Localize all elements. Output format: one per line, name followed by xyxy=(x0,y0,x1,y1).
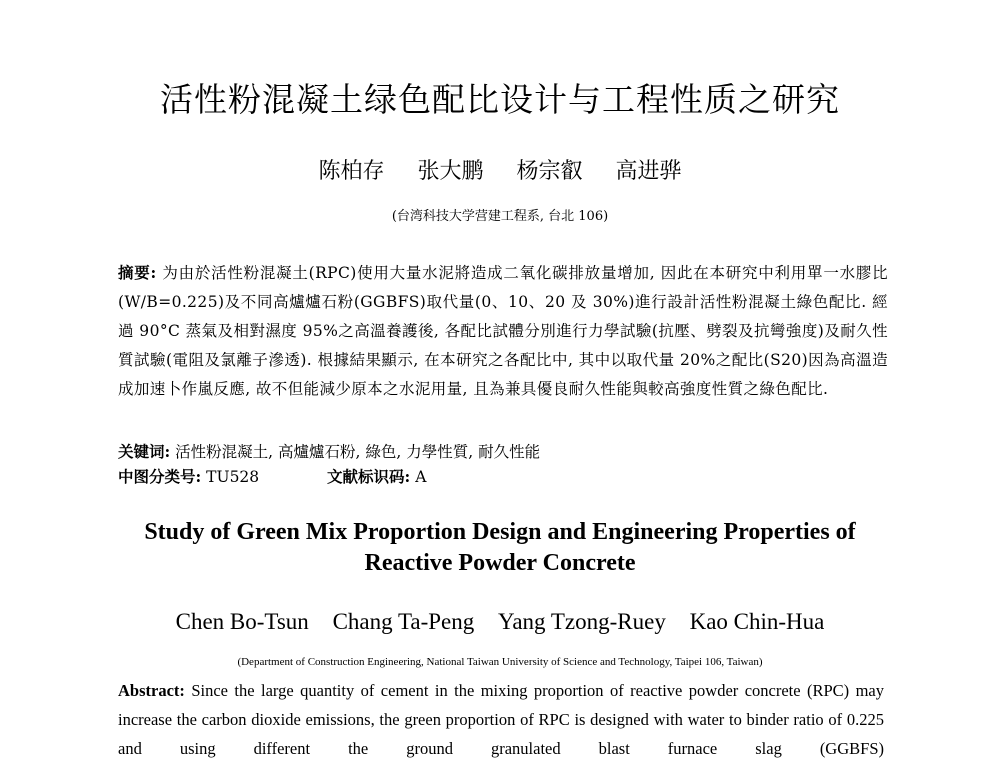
abstract-en-label: Abstract: xyxy=(118,681,185,700)
english-title xyxy=(60,517,940,579)
author-en: Chang Ta-Peng xyxy=(332,609,475,634)
abstract-cn-label: 摘要: xyxy=(118,263,157,282)
english-affiliation: (Department of Construction Engineering, National Taiwan University of Science and Technology, Taipei 106, Taiwan) xyxy=(237,656,763,668)
author-cn: 张大鹏 xyxy=(417,159,484,184)
chinese-title: 活性粉混凝土绿色配比设计与工程性质之研究 xyxy=(160,80,840,119)
abstract-en-text: Since the large quantity of cement in the mixing proportion of reactive powder concrete (RPC) may increase the carbon dioxide emissions, the green proportion of RPC is designed with water to binder ratio of 0.225 and using different the ground granulated blast furnace slag (GGBFS) xyxy=(118,681,885,758)
doc-code-value: A xyxy=(415,468,427,486)
abstract-cn-text: 为由於活性粉混凝土(RPC)使用大量水泥將造成二氧化碳排放量增加, 因此在本研究中利用單一水膠比(W/B=0.225)及不同高爐爐石粉(GGBFS)取代量(0、10、20 及 30%)進行設計活性粉混凝土綠色配比. 經過 90°C 蒸氣及相對濕度 95%之高溫養護後, 各配比試體分別進行力學試驗(抗壓、劈裂及抗彎強度)及耐久性質試驗(電阻及氯離子滲透). 根據結果顯示, 在本研究之各配比中, 其中以取代量 20%之配比(S20)因為高溫造成加速卜作嵐反應, 故不但能減少原本之水泥用量, 且為兼具優良耐久性能與較高強度性質之綠色配比. xyxy=(118,264,888,398)
english-abstract xyxy=(118,676,884,763)
chinese-authors xyxy=(0,158,1000,186)
classification-line xyxy=(118,465,888,489)
author-cn: 陈柏存 xyxy=(318,159,385,184)
keywords-label: 关键词: xyxy=(118,442,171,461)
chinese-abstract xyxy=(118,258,888,404)
author-en: Kao Chin-Hua xyxy=(689,609,825,634)
author-cn: 杨宗叡 xyxy=(516,159,583,184)
english-title-line1: Study of Green Mix Proportion Design and Engineering Properties of xyxy=(144,519,856,545)
author-cn: 高进骅 xyxy=(615,159,682,184)
english-title-line2: Reactive Powder Concrete xyxy=(364,550,636,576)
doc-code-label: 文献标识码: xyxy=(327,467,411,486)
keywords-text: 活性粉混凝土, 高爐爐石粉, 綠色, 力學性質, 耐久性能 xyxy=(175,443,541,461)
chinese-keywords xyxy=(118,440,888,464)
chinese-affiliation: (台湾科技大学营建工程系, 台北 106) xyxy=(391,209,609,224)
clc-label: 中图分类号: xyxy=(118,467,202,486)
author-en: Yang Tzong-Ruey xyxy=(498,609,666,634)
english-authors xyxy=(0,607,1000,637)
clc-value: TU528 xyxy=(206,468,260,486)
author-en: Chen Bo-Tsun xyxy=(175,609,309,634)
